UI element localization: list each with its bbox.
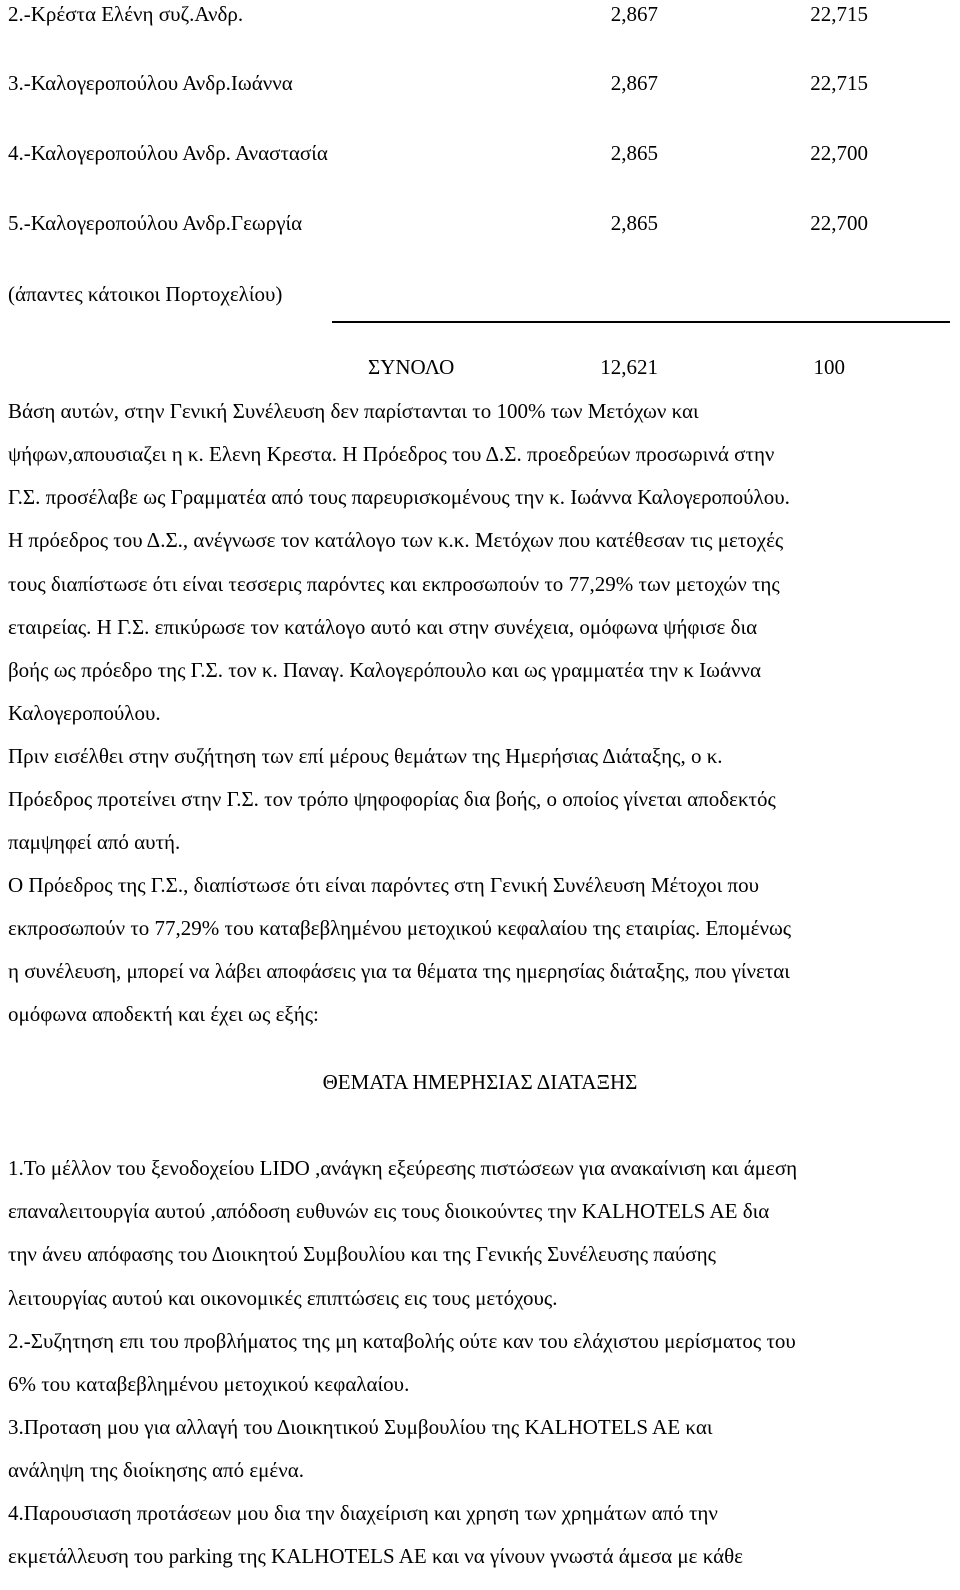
shareholder-name: 4.-Καλογεροπούλου Ανδρ. Αναστασία	[8, 141, 328, 165]
body-line: βοής ως πρόεδρο της Γ.Σ. τον κ. Παναγ. Καλογερόπουλο και ως γραμματέα την κ Ιωάννα	[8, 658, 761, 682]
body-line: εκπροσωπούν το 77,29% του καταβεβλημένου μετοχικού κεφαλαίου της εταιρίας. Επομένως	[8, 916, 792, 940]
body-line: παμψηφεί από αυτή.	[8, 830, 181, 854]
shareholder-percent: 22,700	[810, 211, 868, 235]
shareholder-percent: 22,700	[810, 141, 868, 165]
shareholder-name: 5.-Καλογεροπούλου Ανδρ.Γεωργία	[8, 211, 303, 235]
body-line: Πρόεδρος προτείνει στην Γ.Σ. τον τρόπο ψηφοφορίας δια βοής, ο οποίος γίνεται αποδεκτός	[8, 787, 776, 811]
residents-note: (άπαντες κάτοικοι Πορτοχελίου)	[8, 282, 283, 306]
shareholder-row	[8, 71, 948, 95]
total-divider	[332, 321, 950, 323]
agenda-line: επαναλειτουργία αυτού ,απόδοση ευθυνών εις τους διοικούντες την KALHOTELS AE δια	[8, 1199, 770, 1223]
body-line: η συνέλευση, μπορεί να λάβει αποφάσεις για τα θέματα της ημερησίας διάταξης, που γίνεται	[8, 959, 790, 983]
total-label: ΣΥΝΟΛΟ	[368, 355, 455, 379]
shareholder-name: 2.-Κρέστα Ελένη συζ.Ανδρ.	[8, 2, 244, 26]
body-line: τους διαπίστωσε ότι είναι τεσσερις παρόντες και εκπροσωπούν το 77,29% των μετοχών της	[8, 572, 780, 596]
total-percent: 100	[813, 355, 845, 379]
body-line: Γ.Σ. προσέλαβε ως Γραμματέα από τους παρευρισκομένους την κ. Ιωάννα Καλογεροπούλου.	[8, 485, 790, 509]
agenda-line: εκμετάλλευση του parking της KALHOTELS AE και να γίνουν γνωστά άμεσα με κάθε	[8, 1544, 743, 1568]
body-line: ψήφων,απουσιαζει η κ. Ελενη Κρεστα. Η Πρόεδρος του Δ.Σ. προεδρεύων προσωρινά στην	[8, 442, 775, 466]
body-line: Πριν εισέλθει στην συζήτηση των επί μέρους θεμάτων της Ημερήσιας Διάταξης, ο κ.	[8, 744, 723, 768]
body-line: Ο Πρόεδρος της Γ.Σ., διαπίστωσε ότι είναι παρόντες στη Γενική Συνέλευση Μέτοχοι που	[8, 873, 760, 897]
total-row	[8, 355, 948, 379]
shareholder-row	[8, 2, 948, 26]
agenda-line: την άνευ απόφασης του Διοικητού Συμβουλίου και της Γενικής Συνέλευσης παύσης	[8, 1242, 716, 1266]
shareholder-percent: 22,715	[810, 2, 868, 26]
agenda-line: 1.Το μέλλον του ξενοδοχείου LIDO ,ανάγκη εξεύρεσης πιστώσεων για ανακαίνιση και άμεση	[8, 1156, 798, 1180]
shareholder-shares: 2,867	[610, 71, 658, 95]
shareholder-shares: 2,865	[610, 211, 658, 235]
body-line: Βάση αυτών, στην Γενική Συνέλευση δεν παρίστανται το 100% των Μετόχων και	[8, 399, 699, 423]
body-line: ομόφωνα αποδεκτή και έχει ως εξής:	[8, 1002, 319, 1026]
shareholder-percent: 22,715	[810, 71, 868, 95]
shareholder-row	[8, 141, 948, 165]
agenda-line: 4.Παρουσιαση προτάσεων μου δια την διαχείριση και χρηση των χρημάτων από την	[8, 1501, 718, 1525]
agenda-line: ανάληψη της διοίκησης από εμένα.	[8, 1458, 304, 1482]
agenda-line: 3.Προταση μου για αλλαγή του Διοικητικού Συμβουλίου της KALHOTELS AE και	[8, 1415, 713, 1439]
agenda-line: 6% του καταβεβλημένου μετοχικού κεφαλαίου.	[8, 1372, 410, 1396]
shareholder-shares: 2,867	[610, 2, 658, 26]
agenda-line: 2.-Συζητηση επι του προβλήματος της μη καταβολής ούτε καν του ελάχιστου μερίσματος του	[8, 1329, 796, 1353]
shareholder-name: 3.-Καλογεροπούλου Ανδρ.Ιωάννα	[8, 71, 293, 95]
agenda-heading: ΘΕΜΑΤΑ ΗΜΕΡΗΣΙΑΣ ΔΙΑΤΑΞΗΣ	[322, 1070, 638, 1094]
total-shares: 12,621	[600, 355, 658, 379]
body-line: Η πρόεδρος του Δ.Σ., ανέγνωσε τον κατάλογο των κ.κ. Μετόχων που κατέθεσαν τις μετοχές	[8, 528, 784, 552]
body-line: Καλογεροπούλου.	[8, 701, 161, 725]
shareholder-row	[8, 211, 948, 235]
body-line: εταιρείας. Η Γ.Σ. επικύρωσε τον κατάλογο αυτό και στην συνέχεια, ομόφωνα ψήφισε δια	[8, 615, 758, 639]
agenda-line: λειτουργίας αυτού και οικονομικές επιπτώσεις εις τους μετόχους.	[8, 1286, 558, 1310]
shareholder-shares: 2,865	[610, 141, 658, 165]
